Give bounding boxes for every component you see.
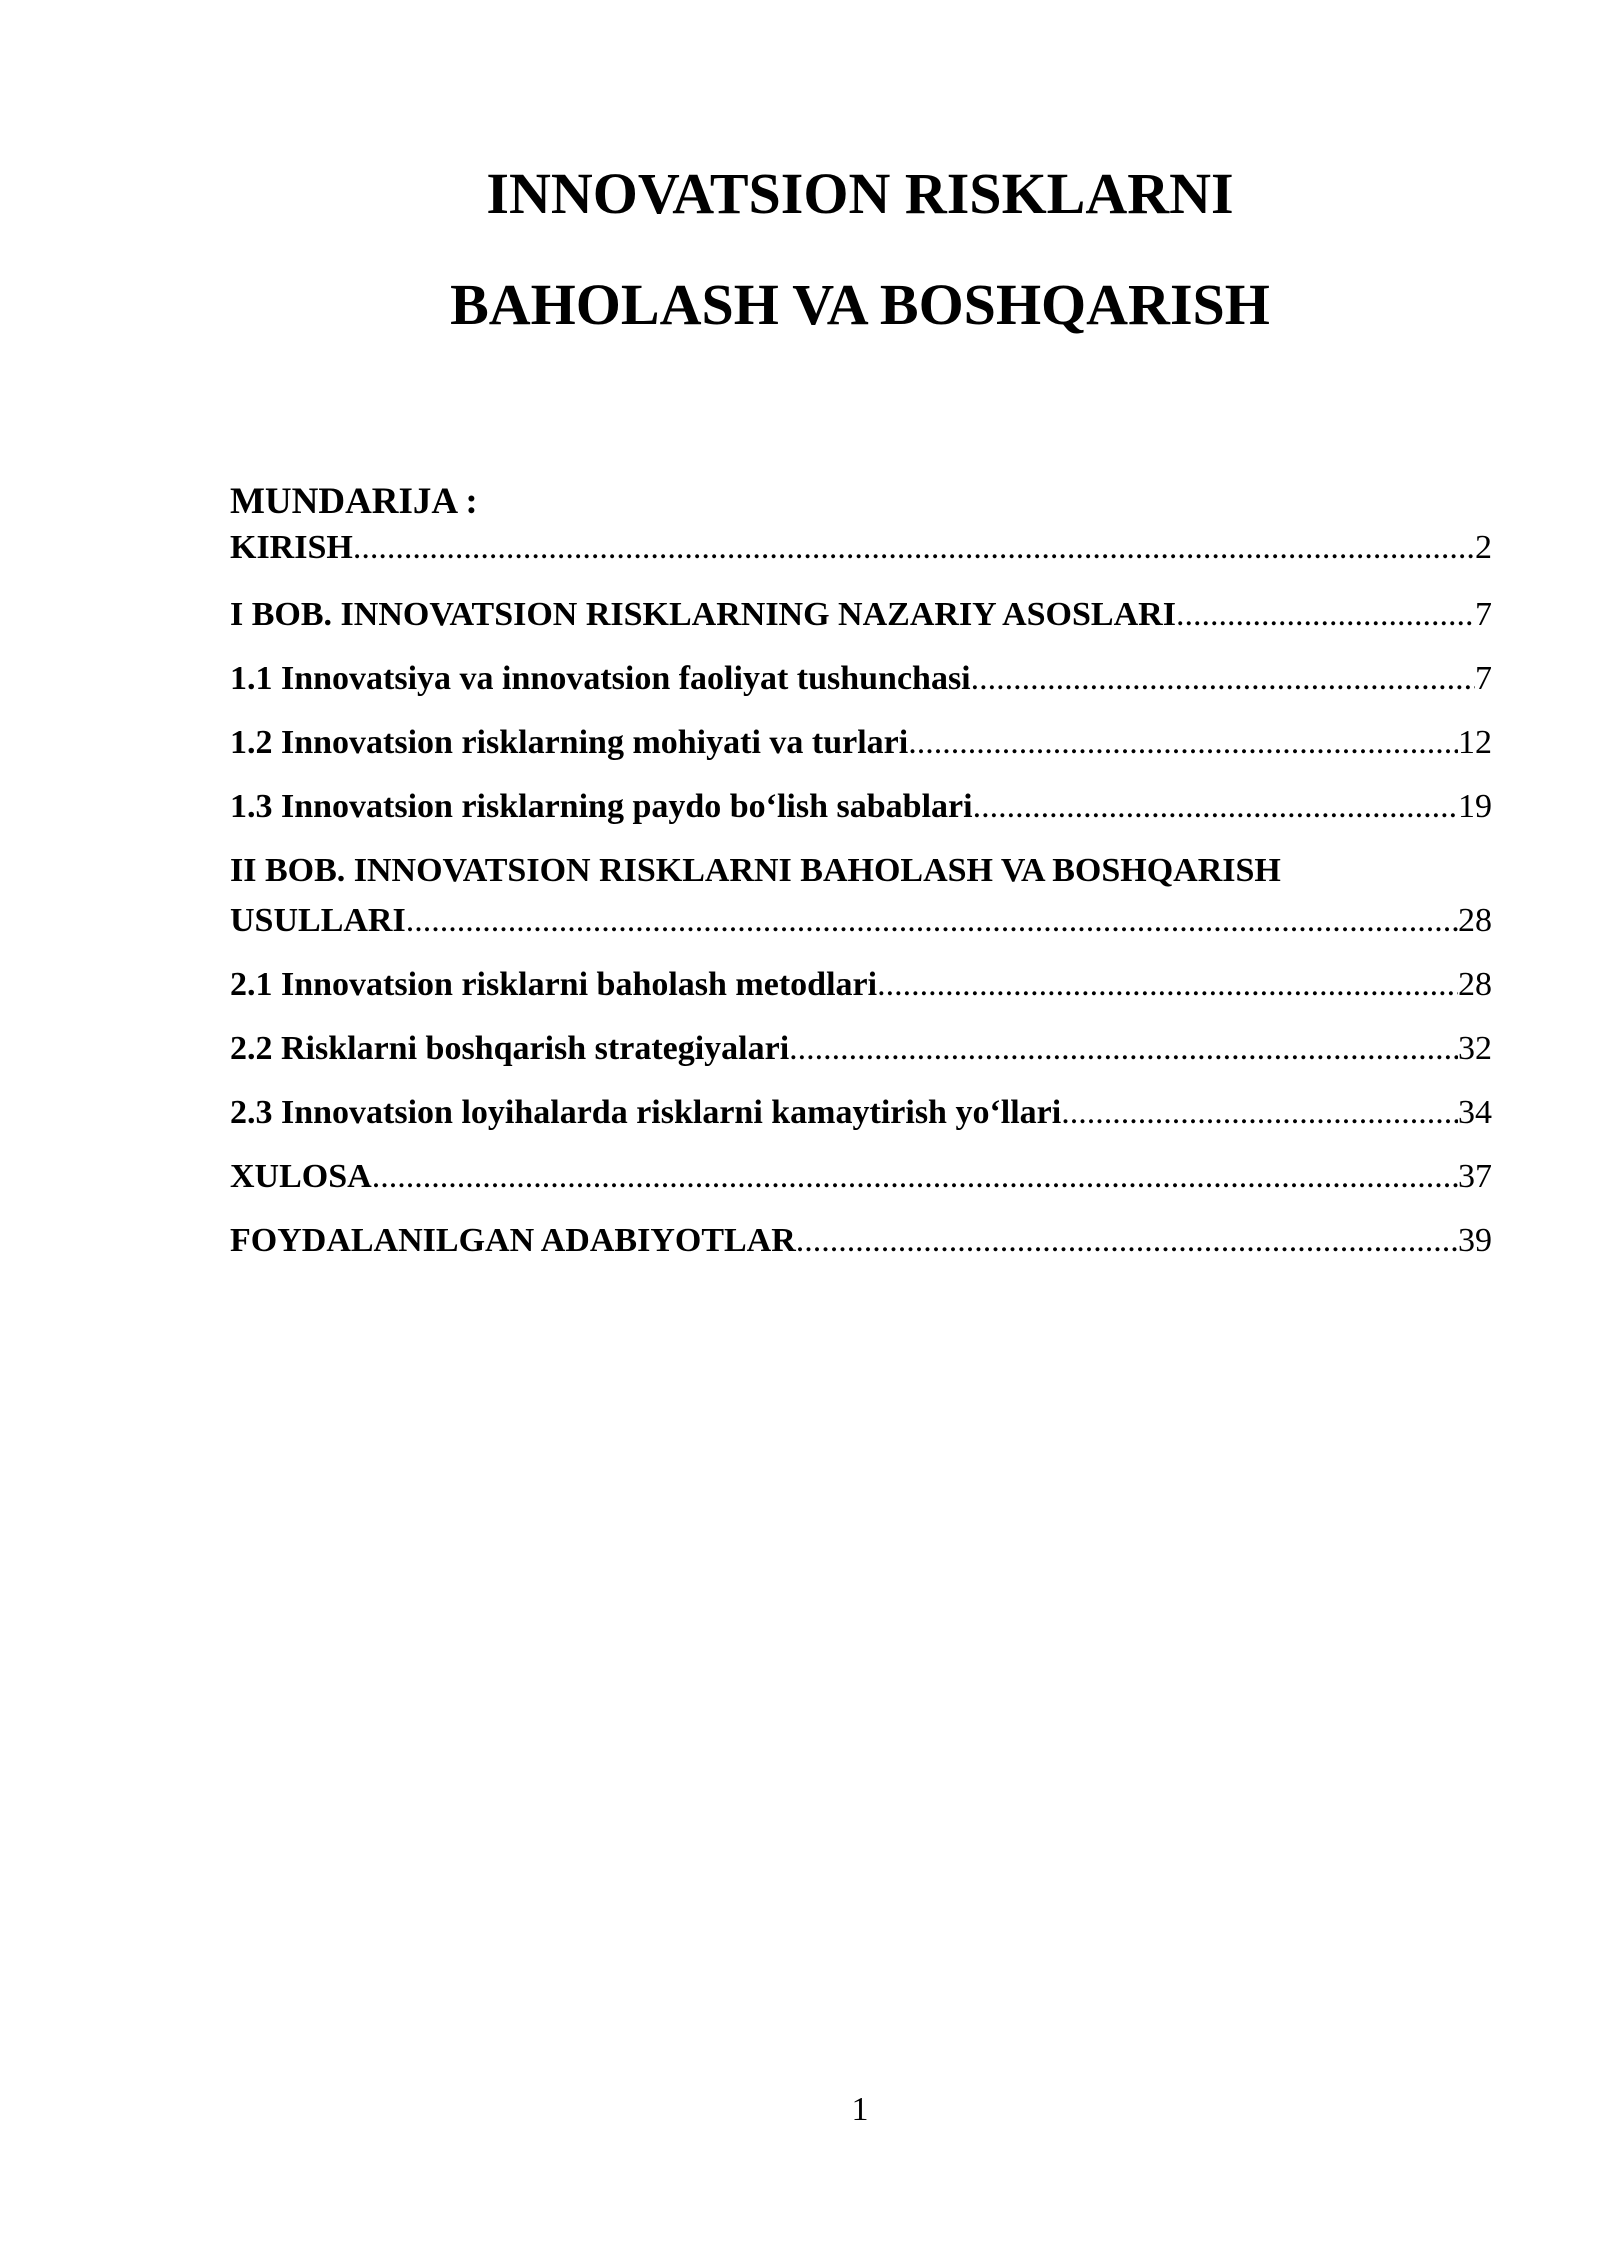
toc-entry-page: 7 <box>1475 596 1492 633</box>
toc-entry-section-2-3[interactable] <box>230 1088 1492 1138</box>
toc-entry-section-1-1[interactable] <box>230 654 1492 704</box>
toc-entry-page: 2 <box>1475 529 1492 566</box>
page-number: 1 <box>851 2091 869 2128</box>
toc-entry-chapter-2[interactable] <box>230 846 1492 946</box>
toc-entry-label: KIRISH <box>230 529 353 566</box>
toc-entry-section-1-3[interactable] <box>230 782 1492 832</box>
toc-heading: MUNDARIJA : <box>230 481 478 522</box>
toc-entry-section-1-2[interactable] <box>230 718 1492 768</box>
toc-dot-leader <box>973 782 1458 832</box>
toc-entry-chapter-1[interactable] <box>230 590 1492 640</box>
toc-dot-leader <box>353 526 1475 570</box>
toc-entry-page: 7 <box>1475 660 1492 697</box>
toc-entry-label-line-1: II BOB. INNOVATSION RISKLARNI BAHOLASH VA BOSHQARISH <box>230 852 1281 889</box>
toc-entry-page: 19 <box>1458 788 1492 825</box>
toc-entry-page: 37 <box>1458 1158 1492 1195</box>
toc-dot-leader <box>1176 590 1475 640</box>
document-title-line-1: INNOVATSION RISKLARNI <box>486 161 1234 226</box>
toc-dot-leader <box>372 1152 1458 1202</box>
toc-entry-label: FOYDALANILGAN ADABIYOTLAR <box>230 1222 796 1259</box>
toc-dot-leader <box>1061 1088 1458 1138</box>
toc-entry-label: 1.3 Innovatsion risklarning paydo bo‘lish sabablari <box>230 788 973 825</box>
toc-entry-page: 39 <box>1458 1222 1492 1259</box>
toc-dot-leader <box>796 1216 1458 1266</box>
toc-dot-leader <box>406 896 1458 946</box>
toc-entry-label: 1.1 Innovatsiya va innovatsion faoliyat tushunchasi <box>230 660 971 697</box>
toc-dot-leader <box>789 1024 1458 1074</box>
toc-entry-label: XULOSA <box>230 1158 372 1195</box>
toc-entry-section-2-1[interactable] <box>230 960 1492 1010</box>
toc-entry-label: USULLARI <box>230 902 406 939</box>
toc-entry-page: 34 <box>1458 1094 1492 1131</box>
toc-entry-label: 2.2 Risklarni boshqarish strategiyalari <box>230 1030 790 1067</box>
toc-entry-references[interactable] <box>230 1216 1492 1266</box>
toc-entry-label: 2.3 Innovatsion loyihalarda risklarni kamaytirish yo‘llari <box>230 1094 1062 1131</box>
toc-entry-label: 2.1 Innovatsion risklarni baholash metodlari <box>230 966 878 1003</box>
toc-dot-leader <box>908 718 1458 768</box>
toc-entry-page: 32 <box>1458 1030 1492 1067</box>
toc-entry-label: 1.2 Innovatsion risklarning mohiyati va turlari <box>230 724 909 761</box>
toc-dot-leader <box>877 960 1458 1010</box>
document-title-line-2: BAHOLASH VA BOSHQARISH <box>450 272 1270 337</box>
toc-entry-page: 28 <box>1458 902 1492 939</box>
toc-entry-label: I BOB. INNOVATSION RISKLARNING NAZARIY ASOSLARI <box>230 596 1176 633</box>
table-of-contents <box>230 478 1492 1280</box>
toc-dot-leader <box>971 654 1475 704</box>
toc-entry-xulosa[interactable] <box>230 1152 1492 1202</box>
toc-entry-section-2-2[interactable] <box>230 1024 1492 1074</box>
toc-entry-page: 28 <box>1458 966 1492 1003</box>
toc-entry-kirish[interactable] <box>230 526 1492 570</box>
toc-entry-page: 12 <box>1458 724 1492 761</box>
